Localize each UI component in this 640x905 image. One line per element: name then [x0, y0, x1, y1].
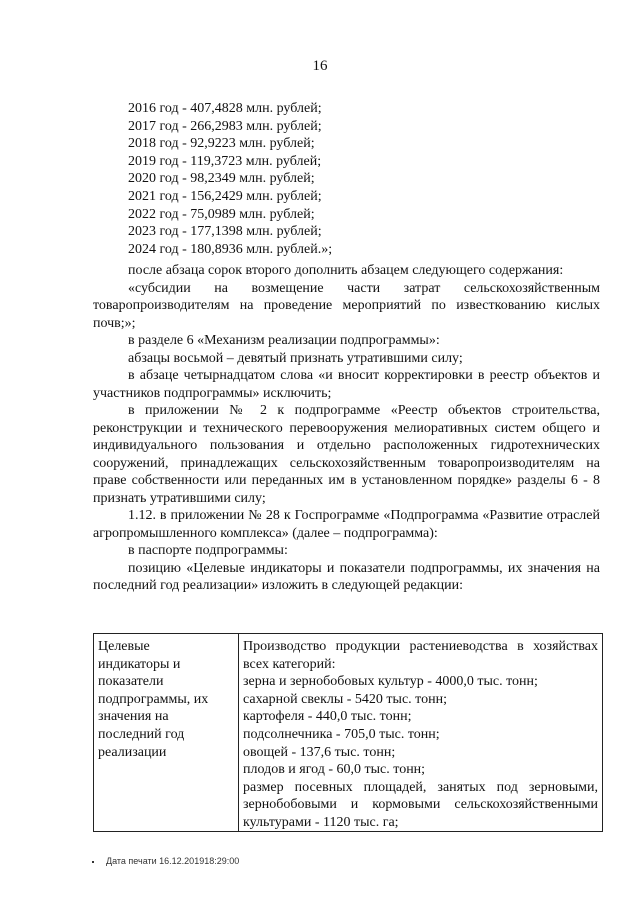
paragraph: в абзаце четырнадцатом слова «и вносит корректировки в реестр объектов и участников подпрограммы» исключить;	[93, 368, 600, 401]
print-date-footer	[92, 856, 239, 866]
year-line: 2016 год - 407,4828 млн. рублей;	[128, 101, 322, 116]
indicator-line: подсолнечника - 705,0 тыс. тонн;	[243, 726, 440, 742]
indicator-line: зерна и зернобобовых культур - 4000,0 тыс. тонн;	[243, 674, 538, 690]
paragraph: 1.12. в приложении № 28 к Госпрограмме «Подпрограмма «Развитие отраслей агропромышленного комплекса» (далее – подпрограмма):	[93, 508, 600, 541]
indicator-line: плодов и ягод - 60,0 тыс. тонн;	[243, 762, 426, 778]
paragraph: позицию «Целевые индикаторы и показатели подпрограммы, их значения на последний год реализации» изложить в следующей редакции:	[93, 560, 600, 593]
indicator-line: овощей - 137,6 тыс. тонн;	[243, 744, 396, 760]
paragraph: в приложении № 2 к подпрограмме «Реестр объектов строительства, реконструкции и технического перевооружения мелиоративных систем общего и индивидуального пользования и отдельно расположенных гидротехнических сооружений, принадлежащих сельскохозяйственным товаропроизводителям на праве собственности или переданных им в установленном порядке» разделы 6 - 8 признать утратившими силу;	[93, 403, 600, 506]
page-number: 16	[312, 58, 328, 74]
label-line: последний год	[98, 726, 185, 742]
year-line: 2019 год - 119,3723 млн. рублей;	[128, 153, 322, 169]
bullet-dot	[92, 861, 94, 863]
year-line: 2021 год - 156,2429 млн. рублей;	[128, 188, 322, 204]
indicator-line: размер посевных площадей, занятых под зерновыми, зернобобовыми и кормовыми сельскохозяйственными культурами - 1120 тыс. га;	[243, 779, 598, 830]
indicators-values-cell	[239, 634, 602, 831]
year-line: 2017 год - 266,2983 млн. рублей;	[128, 118, 322, 134]
year-line: 2024 год - 180,8936 млн. рублей.»;	[128, 241, 333, 257]
indicator-line: сахарной свеклы - 5420 тыс. тонн;	[243, 691, 447, 707]
year-line: 2023 год - 177,1398 млн. рублей;	[128, 224, 322, 240]
paragraph: «субсидии на возмещение части затрат сельскохозяйственным товаропроизводителям на проведение мероприятий по известкованию кислых почв;»;	[93, 280, 600, 331]
document-body	[93, 262, 600, 595]
year-line: 2018 год - 92,9223 млн. рублей;	[128, 136, 315, 152]
label-line: индикаторы и	[98, 656, 181, 672]
label-line: подпрограммы, их	[98, 691, 209, 707]
paragraph: абзацы восьмой – девятый признать утратившими силу;	[128, 350, 463, 366]
label-line: Целевые	[98, 639, 150, 654]
indicators-table	[93, 633, 603, 832]
indicators-label-cell	[94, 634, 239, 831]
label-line: показатели	[98, 674, 164, 690]
label-line: реализации	[98, 744, 167, 760]
indicator-line: Производство продукции растениеводства в хозяйствах всех категорий:	[243, 639, 598, 672]
funding-by-year-list	[128, 100, 332, 258]
paragraph: в паспорте подпрограммы:	[128, 543, 288, 558]
year-line: 2022 год - 75,0989 млн. рублей;	[128, 206, 315, 222]
year-line: 2020 год - 98,2349 млн. рублей;	[128, 171, 315, 187]
print-date-text: Дата печати 16.12.201918:29:00	[106, 856, 240, 866]
label-line: значения на	[98, 709, 169, 725]
paragraph: в разделе 6 «Механизм реализации подпрограммы»:	[128, 333, 440, 348]
paragraph: после абзаца сорок второго дополнить абзацем следующего содержания:	[128, 263, 564, 278]
indicator-line: картофеля - 440,0 тыс. тонн;	[243, 709, 412, 725]
